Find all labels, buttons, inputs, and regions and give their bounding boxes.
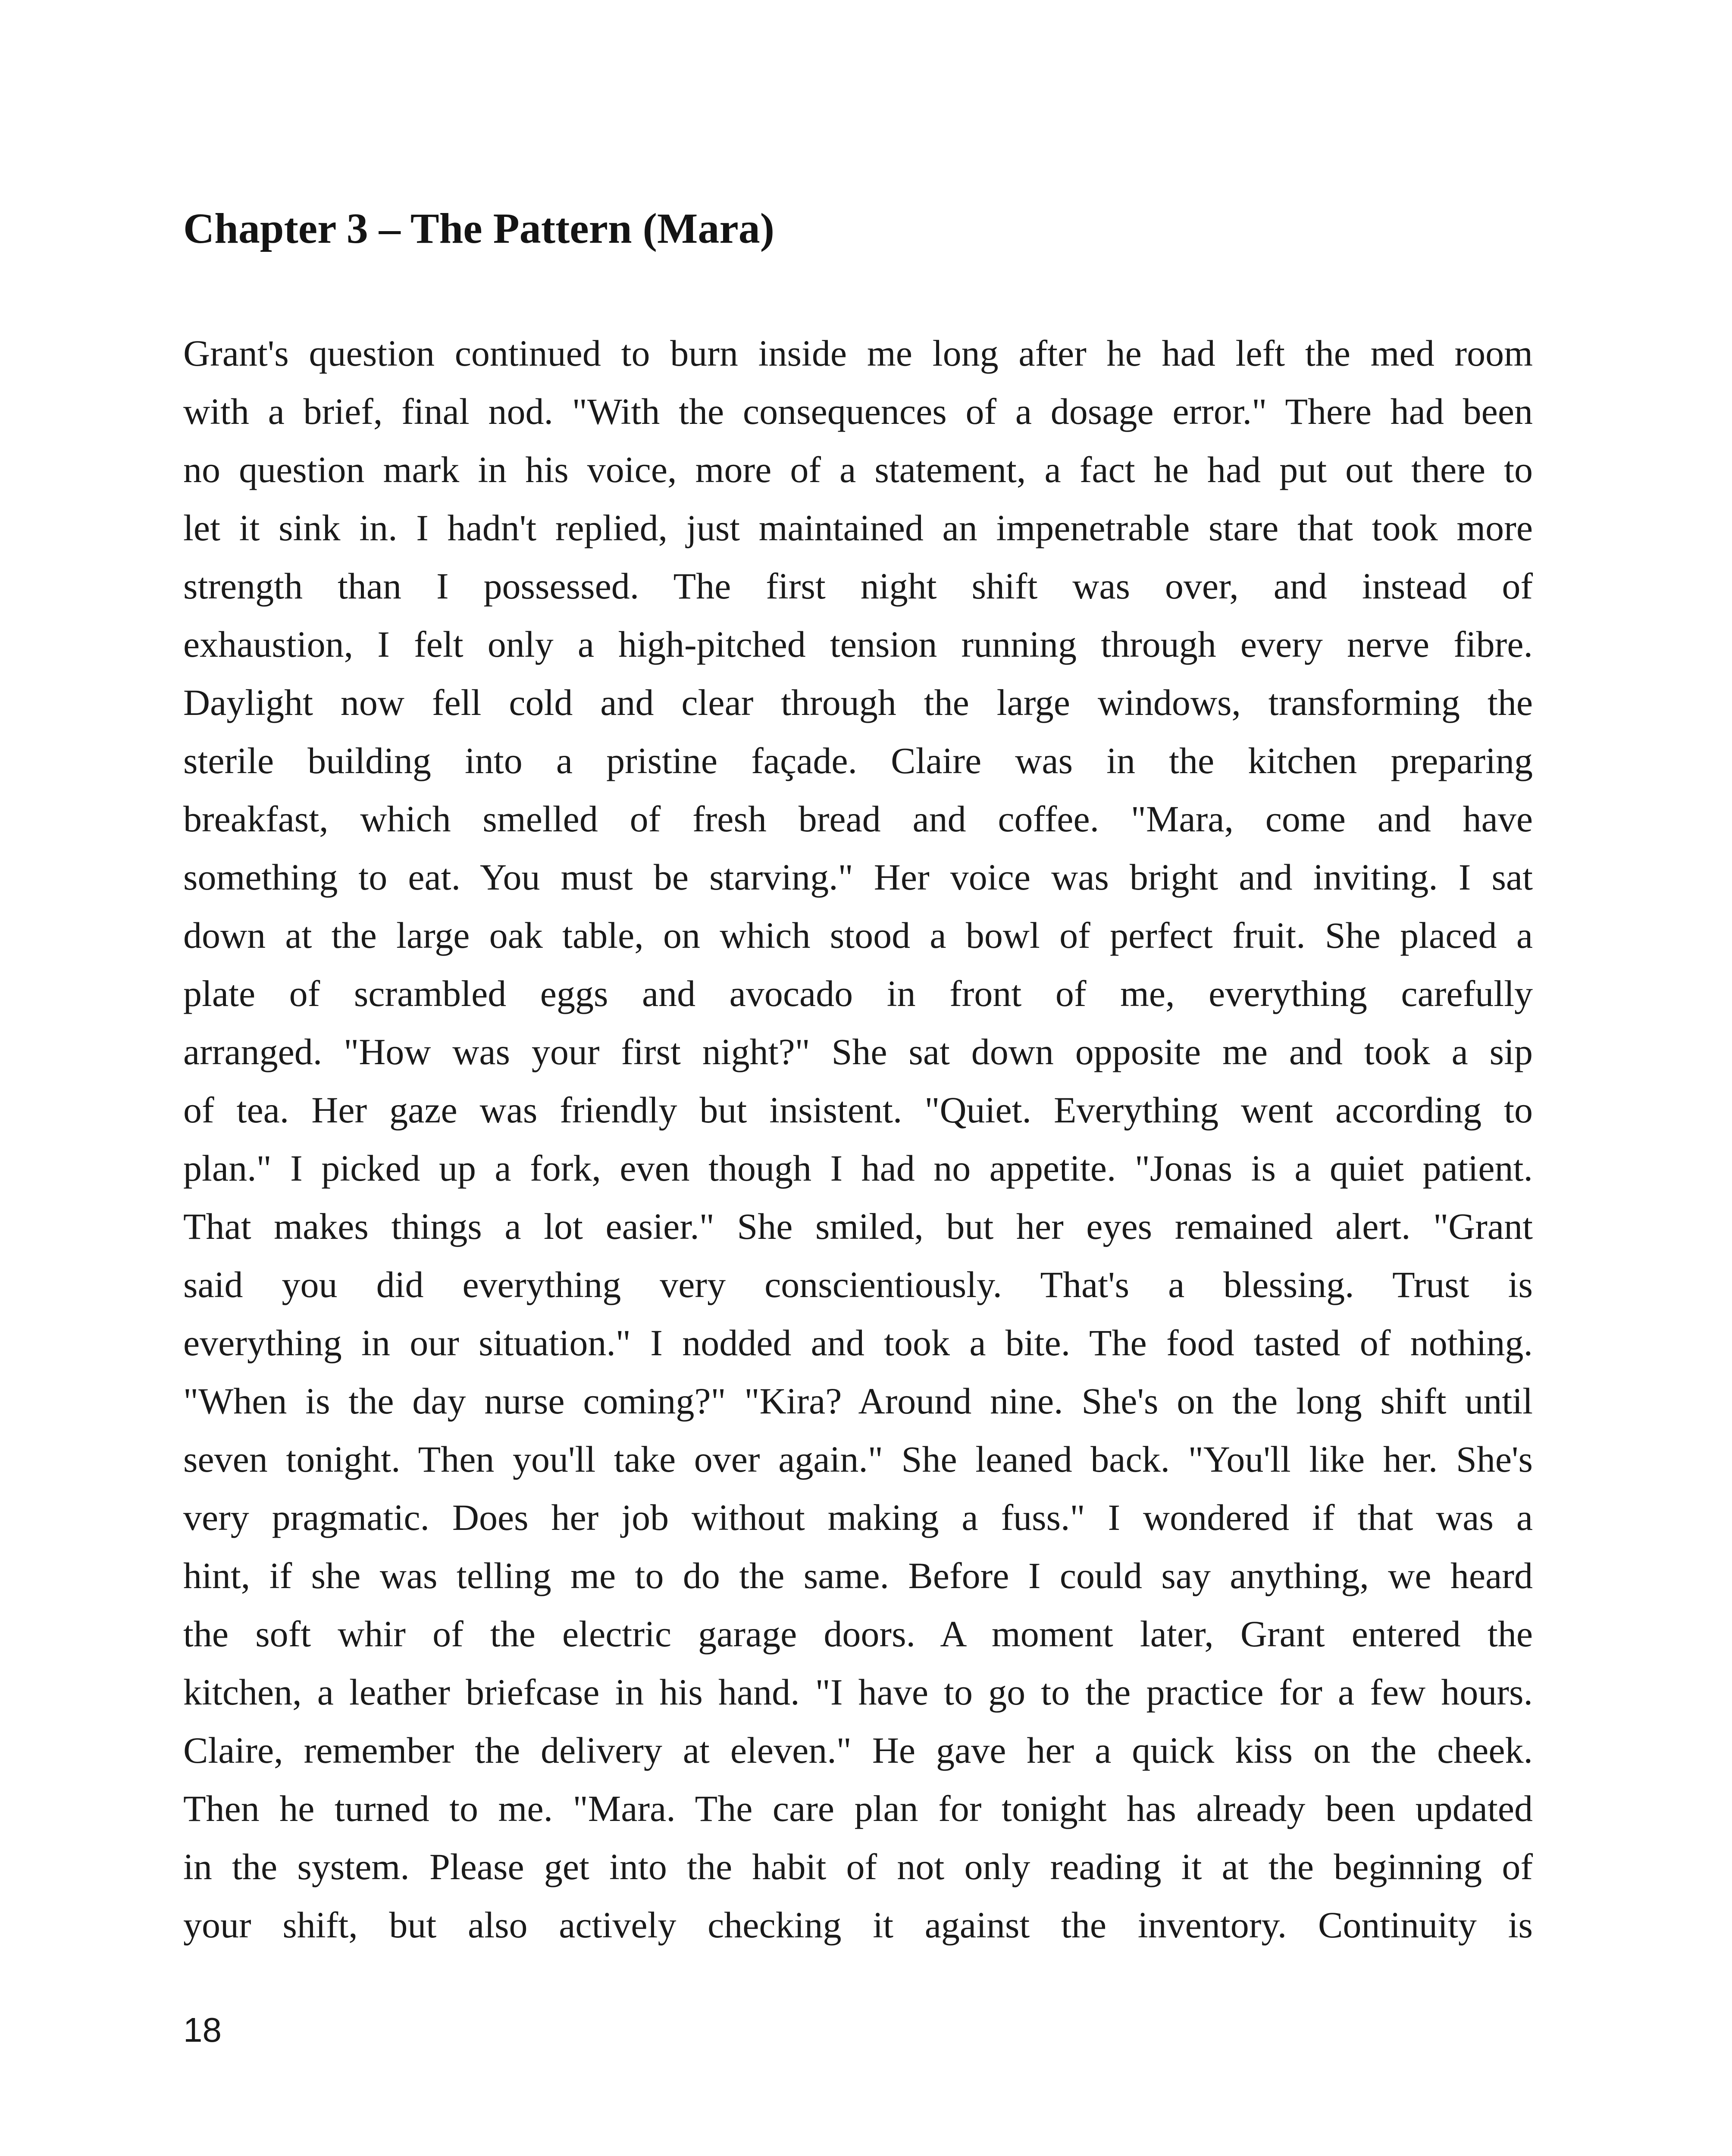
body-line: your shift, but also actively checking it against the inventory. Continuity is bbox=[183, 1904, 1533, 1946]
chapter-body bbox=[183, 324, 1533, 1954]
body-line: very pragmatic. Does her job without making a fuss." I wondered if that was a bbox=[183, 1497, 1533, 1538]
body-line: "When is the day nurse coming?" "Kira? Around nine. She's on the long shift until bbox=[183, 1380, 1533, 1422]
body-line: of tea. Her gaze was friendly but insistent. "Quiet. Everything went according to bbox=[183, 1089, 1533, 1131]
body-line: strength than I possessed. The first night shift was over, and instead of bbox=[183, 565, 1533, 607]
body-line: everything in our situation." I nodded and took a bite. The food tasted of nothing. bbox=[183, 1322, 1533, 1363]
body-line: with a brief, final nod. "With the consequences of a dosage error." There had been bbox=[183, 391, 1533, 432]
body-line: Then he turned to me. "Mara. The care plan for tonight has already been updated bbox=[183, 1788, 1533, 1829]
body-line: exhaustion, I felt only a high-pitched tension running through every nerve fibre. bbox=[183, 624, 1533, 665]
body-line: said you did everything very conscientiously. That's a blessing. Trust is bbox=[183, 1264, 1533, 1305]
body-line: something to eat. You must be starving." Her voice was bright and inviting. I sat bbox=[183, 856, 1533, 898]
chapter-title: Chapter 3 – The Pattern (Mara) bbox=[183, 204, 775, 252]
body-line: breakfast, which smelled of fresh bread and coffee. "Mara, come and have bbox=[183, 798, 1533, 840]
body-line: Daylight now fell cold and clear through the large windows, transforming the bbox=[183, 682, 1533, 723]
body-line: plate of scrambled eggs and avocado in front of me, everything carefully bbox=[183, 973, 1533, 1014]
body-line: seven tonight. Then you'll take over again." She leaned back. "You'll like her. She's bbox=[183, 1438, 1533, 1480]
page-number: 18 bbox=[183, 2011, 222, 2049]
body-line: hint, if she was telling me to do the same. Before I could say anything, we heard bbox=[183, 1555, 1533, 1596]
body-line: plan." I picked up a fork, even though I had no appetite. "Jonas is a quiet patient. bbox=[183, 1147, 1533, 1189]
body-line: Claire, remember the delivery at eleven." He gave her a quick kiss on the cheek. bbox=[183, 1730, 1533, 1771]
body-line: arranged. "How was your first night?" She sat down opposite me and took a sip bbox=[183, 1031, 1533, 1072]
body-line: That makes things a lot easier." She smiled, but her eyes remained alert. "Grant bbox=[183, 1206, 1533, 1247]
body-line: kitchen, a leather briefcase in his hand. "I have to go to the practice for a few hours. bbox=[183, 1671, 1533, 1713]
body-line: let it sink in. I hadn't replied, just maintained an impenetrable stare that took more bbox=[183, 507, 1533, 548]
body-line: down at the large oak table, on which stood a bowl of perfect fruit. She placed a bbox=[183, 915, 1533, 956]
body-line: the soft whir of the electric garage doors. A moment later, Grant entered the bbox=[183, 1613, 1533, 1655]
body-line: sterile building into a pristine façade. Claire was in the kitchen preparing bbox=[183, 740, 1533, 781]
body-line: in the system. Please get into the habit of not only reading it at the beginning of bbox=[183, 1846, 1533, 1887]
body-line: no question mark in his voice, more of a statement, a fact he had put out there to bbox=[183, 449, 1533, 490]
body-line: Grant's question continued to burn inside me long after he had left the med room bbox=[183, 332, 1533, 374]
